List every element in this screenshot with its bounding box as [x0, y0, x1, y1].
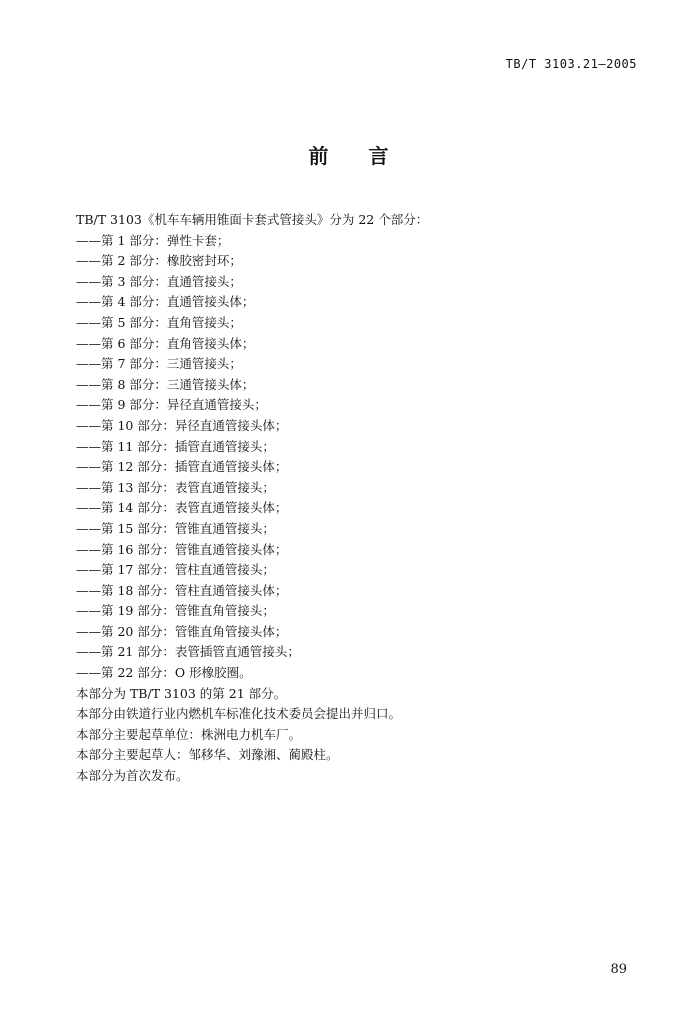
part-list-item: ——第 9 部分：异径直通管接头；	[76, 397, 267, 413]
part-list-item: ——第 8 部分：三通管接头体；	[76, 376, 255, 392]
part-list-item: ——第 16 部分：管锥直通管接头体；	[76, 541, 288, 557]
part-list-item: ——第 6 部分：直角管接头体；	[76, 335, 255, 351]
part-list-item: ——第 7 部分：三通管接头；	[76, 356, 242, 372]
part-list-item: ——第 20 部分：管锥直角管接头体；	[76, 623, 288, 639]
intro-paragraph: TB/T 3103《机车车辆用锥面卡套式管接头》分为 22 个部分：	[76, 212, 429, 227]
part-list-item: ——第 17 部分：管柱直通管接头；	[76, 562, 275, 578]
part-list-item: ——第 22 部分：O 形橡胶圈。	[76, 665, 252, 681]
part-list-item: ——第 18 部分：管柱直通管接头体；	[76, 582, 288, 598]
statement-part-number: 本部分为 TB/T 3103 的第 21 部分。	[76, 685, 287, 701]
part-list-item: ——第 10 部分：异径直通管接头体；	[76, 417, 288, 433]
part-list-item: ——第 14 部分：表管直通管接头体；	[76, 500, 288, 516]
part-list-item: ——第 4 部分：直通管接头体；	[76, 294, 255, 310]
part-list-item: ——第 11 部分：插管直通管接头；	[76, 438, 275, 454]
page-number: 89	[610, 962, 627, 977]
statement-drafters: 本部分主要起草人：邹移华、刘豫湘、蔺殿柱。	[76, 747, 339, 763]
part-list-item: ——第 15 部分：管锥直通管接头；	[76, 520, 275, 536]
page-title: 前言	[308, 144, 429, 168]
part-list-item: ——第 1 部分：弹性卡套；	[76, 232, 230, 248]
part-list-item: ——第 12 部分：插管直通管接头体；	[76, 459, 288, 475]
statement-first-release: 本部分为首次发布。	[76, 768, 189, 784]
statement-drafting-unit: 本部分主要起草单位：株洲电力机车厂。	[76, 726, 302, 742]
foreword-body	[76, 210, 636, 787]
standard-code: TB/T 3103.21—2005	[505, 57, 637, 71]
part-list-item: ——第 3 部分：直通管接头；	[76, 273, 242, 289]
statement-proposer: 本部分由铁道行业内燃机车标准化技术委员会提出并归口。	[76, 706, 402, 722]
part-list-item: ——第 5 部分：直角管接头；	[76, 314, 242, 330]
part-list-item: ——第 13 部分：表管直通管接头；	[76, 479, 275, 495]
part-list-item: ——第 2 部分：橡胶密封环；	[76, 253, 242, 269]
part-list-item: ——第 21 部分：表管插管直通管接头；	[76, 644, 300, 660]
part-list-item: ——第 19 部分：管锥直角管接头；	[76, 603, 275, 619]
